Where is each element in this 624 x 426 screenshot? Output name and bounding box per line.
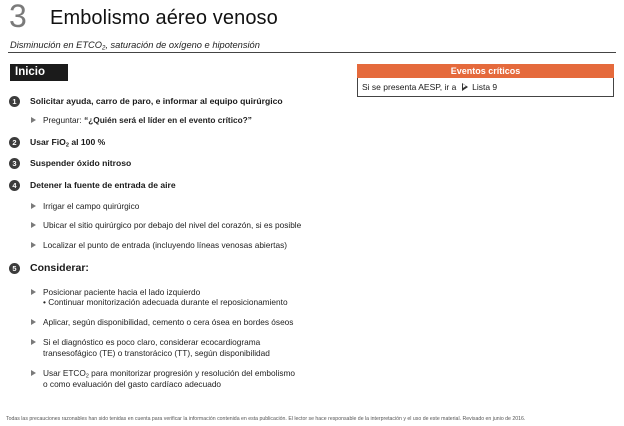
bullet-triangle-icon [31,222,36,228]
bullet-triangle-icon [31,339,36,345]
step-1-text: Solicitar ayuda, carro de paro, e informar al equipo quirúrgico [30,96,283,106]
step-5-subitem-cont: o como evaluación del gasto cardíaco adecuado [43,379,222,389]
step-5-subitem: Si el diagnóstico es poco claro, considerar ecocardiograma [43,337,261,347]
page-title: Embolismo aéreo venoso [50,7,278,29]
critical-events-text: Si se presenta AESP, ir a [362,82,457,92]
step-5-subitem-detail: • Continuar monitorización adecuada durante el reposicionamiento [43,297,288,307]
step-5-subitem: Usar $ETCO_2$ para monitorizar progresión y resolución del embolismo [43,368,296,380]
checklist-number: 3 [9,0,27,34]
step-5-subitem: Aplicar, según disponibilidad, cemento o cera ósea en bordes óseos [43,317,294,327]
critical-events-header: Eventos críticos [357,64,614,78]
step-3-text: Suspender óxido nitroso [30,158,132,168]
step-1-subitem: Preguntar: “¿Quién será el líder en el evento crítico?” [43,115,252,125]
outline-triangle-icon [462,83,468,91]
bullet-triangle-icon [31,117,36,123]
bullet-triangle-icon [31,289,36,295]
header-divider [8,52,616,53]
footer-disclaimer: Todas las precauciones razonables han sido tenidas en cuenta para verificar la información contenida en esta publicación. El lector se hace responsable de la interpretación y el uso de este material. Revisado en junio de 2016. [6,416,526,422]
bullet-triangle-icon [31,242,36,248]
page-subtitle: Disminución en $ETCO_2$, saturación de oxígeno e hipotensión [10,40,260,52]
step-5-subitem: Posicionar paciente hacia el lado izquierdo [43,287,201,297]
step-number-badge: 4 [9,180,20,191]
bullet-triangle-icon [31,203,36,209]
step-number-badge: 3 [9,158,20,169]
step-number-badge: 5 [9,263,20,274]
inicio-label: Inicio [10,64,68,81]
step-4-subitem: Ubicar el sitio quirúrgico por debajo del nivel del corazón, si es posible [43,220,302,230]
critical-events-link[interactable]: Lista 9 [472,82,498,92]
step-5-text: Considerar: [30,262,89,274]
step-number-badge: 2 [9,137,20,148]
step-2-text: Usar FiO$_2$ al 100 % [30,137,106,149]
bullet-triangle-icon [31,370,36,376]
step-4-subitem: Irrigar el campo quirúrgico [43,201,140,211]
step-4-subitem: Localizar el punto de entrada (incluyendo líneas venosas abiertas) [43,240,287,250]
step-number-badge: 1 [9,96,20,107]
step-4-text: Detener la fuente de entrada de aire [30,180,176,190]
step-5-subitem-cont: transesofágico (TE) o transtorácico (TT), según disponibilidad [43,348,270,358]
critical-events-box [357,78,614,97]
bullet-triangle-icon [31,319,36,325]
